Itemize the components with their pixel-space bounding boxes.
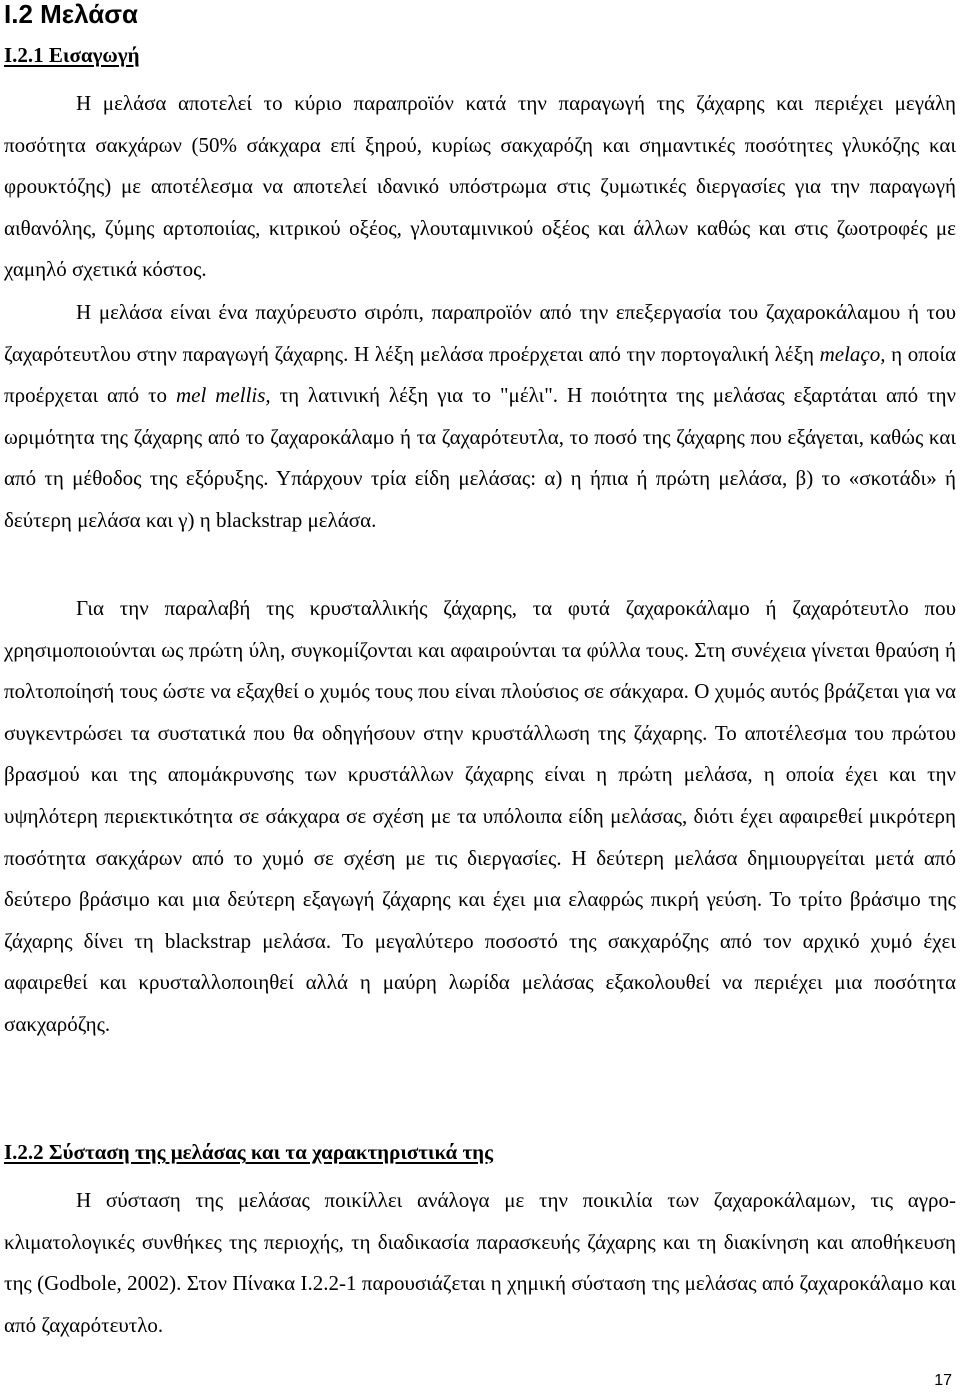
subsection-title-composition: I.2.2 Σύσταση της μελάσας και τα χαρακτηριστικά της — [4, 1140, 493, 1164]
paragraph-sugar-production: Για την παραλαβή της κρυσταλλικής ζάχαρης, τα φυτά ζαχαροκάλαμο ή ζαχαρότευτλο που χρησιμοποιούνται ως πρώτη ύλη, συγκομίζονται και αφαιρούνται τα φύλλα τους. Στη συνέχεια γίνεται θραύση ή πολτοποίησή τους ώστε να εξαχθεί ο χυμός τους που είναι πλούσιος σε σάκχαρα. Ο χυμός αυτός βράζεται για να συγκεντρώσει τα συστατικά που θα οδηγήσουν στην κρυστάλλωση της ζάχαρης. Το αποτέλεσμα του πρώτου βρασμού και της απομάκρυνσης των κρυστάλλων ζάχαρης είναι η πρώτη μελάσα, η οποία έχει και την υψηλότερη περιεκτικότητα σε σάκχαρα σε σχέση με τα υπόλοιπα είδη μελάσας, διότι έχει αφαιρεθεί μικρότερη ποσότητα σακχάρων από το χυμό σε σχέση με τις διεργασίες. Η δεύτερη μελάσα δημιουργείται μετά από δεύτερο βράσιμο και μια δεύτερη εξαγωγή ζάχαρης και έχει μια ελαφρώς πικρή γεύση. Το τρίτο βράσιμο της ζάχαρης δίνει τη blackstrap μελάσα. Το μεγαλύτερο ποσοστό της σακχαρόζης από τον αρχικό χυμό έχει αφαιρεθεί και κρυσταλλοποιηθεί αλλά η μαύρη λωρίδα μελάσας εξακολουθεί να περιέχει μια ποσότητα σακχαρόζης. — [4, 596, 956, 1036]
paragraph-text: Η μελάσα είναι ένα παχύρευστο σιρόπι, παραπροϊόν από την επεξεργασία του ζαχαροκάλαμου ή του ζαχαρότευτλου στην παραγωγή ζάχαρης. Η λέξη μελάσα προέρχεται από την πορτογαλική λέξη — [4, 300, 956, 366]
paragraph-introduction: Η μελάσα αποτελεί το κύριο παραπροϊόν κατά την παραγωγή της ζάχαρης και περιέχει μεγάλη ποσότητα σακχάρων (50% σάκχαρα επί ξηρού, κυρίως σακχαρόζη και σημαντικές ποσότητες γλυκόζης και φρουκτόζης) με αποτέλεσμα να αποτελεί ιδανικό υπόστρωμα στις ζυμωτικές διεργασίες για την παραγωγή αιθανόλης, ζύμης αρτοποιίας, κιτρικού οξέος, γλουταμινικού οξέος και άλλων καθώς και στις ζωοτροφές με χαμηλό σχετικά κόστος. — [4, 91, 956, 282]
italic-term-mel-mellis: mel mellis, — [176, 383, 271, 408]
paragraph-molasses-definition — [4, 292, 956, 542]
paragraph-text: η οποία προέρχεται από το — [4, 341, 957, 408]
page-number: 17 — [934, 1372, 952, 1389]
section-title: I.2 Μελάσα — [4, 0, 139, 29]
italic-term-melaco: melaço, — [819, 341, 886, 366]
subsection-title-introduction: I.2.1 Εισαγωγή — [4, 43, 140, 67]
paragraph-composition: Η σύσταση της μελάσας ποικίλλει ανάλογα με την ποικιλία των ζαχαροκάλαμων, τις αγρο-κλιματολογικές συνθήκες της περιοχής, τη διαδικασία παρασκευής ζάχαρης και τη διακίνηση και αποθήκευση της (Godbole, 2002). Στον Πίνακα I.2.2-1 παρουσιάζεται η χημική σύσταση της μελάσας από ζαχαροκάλαμο και από ζαχαρότευτλο. — [4, 1188, 956, 1337]
paragraph-text: τη λατινική λέξη για το "μέλι". Η ποιότητα της μελάσας εξαρτάται από την ωριμότητα της ζάχαρης από το ζαχαροκάλαμο ή τα ζαχαρότευτλα, το ποσό της ζάχαρης που εξάγεται, καθώς και από τη μέθοδος της εξόρυξης. Υπάρχουν τρία είδη μελάσας: α) η ήπια ή πρώτη μελάσα, β) το «σκοτάδι» ή δεύτερη μελάσα και γ) η blackstrap μελάσα. — [4, 383, 957, 532]
